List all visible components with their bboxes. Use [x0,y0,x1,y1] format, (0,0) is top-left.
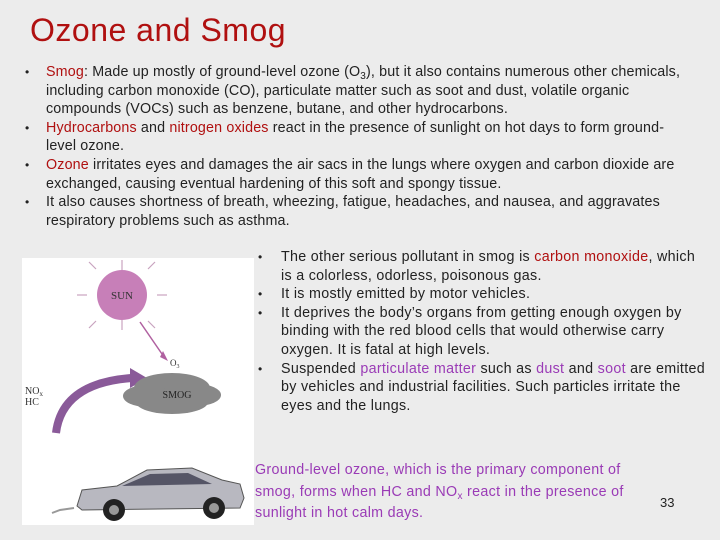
smog-formation-diagram [22,258,254,525]
text: are emitted by vehicles and industrial facilities. Such particles irritate the eyes and the lungs. [281,360,705,414]
diagram-caption [255,460,665,525]
caption-subscript: x [457,490,463,502]
right-bullet-list [258,248,708,415]
nox-subscript: x [39,390,43,398]
o3-subscript: 3 [176,364,180,370]
text: and [564,360,598,377]
text: It also causes shortness of breath, wheezing, fatigue, headaches, and nausea, and aggravates respiratory problems such as asthma. [46,194,660,229]
nox-text: NO [25,386,40,397]
text: and [136,119,170,136]
text: irritates eyes and damages the air sacs in the lungs where oxygen and carbon dioxide are exchanged, causing eventual hardening of this soft and spongy tissue. [46,156,675,192]
hc-label: HC [25,397,39,408]
bullet-smog [22,63,692,119]
emissions-arrow [56,378,132,433]
term-particulate-matter: particulate matter [360,360,477,377]
text: Made up mostly of ground-level ozone (O [88,64,361,80]
term-smog: Smog [46,64,84,80]
bullet-ozone [22,156,692,193]
term-nitrogen-oxides: nitrogen oxides [169,119,269,136]
bullet-carbon-monoxide [258,248,708,285]
diagram-illustration [22,258,254,525]
subscript: 3 [360,71,367,82]
colon: : [83,64,89,80]
term-carbon-monoxide: carbon monoxide [534,249,649,265]
bullet-particulate-matter [258,360,708,416]
term-ozone: Ozone [46,156,89,173]
term-hydrocarbons: Hydrocarbons [46,119,137,136]
term-dust: dust [536,360,565,377]
sun-label: SUN [110,290,134,302]
term-soot: soot [597,360,626,377]
caption-text: react in the presence of sunlight in hot calm days. [255,483,624,522]
text: The other serious pollutant in smog is [281,249,535,265]
o3-text: O [170,358,177,368]
bullet-deprives-oxygen [258,304,708,360]
smog-label: SMOG [162,390,192,401]
text: ), but it also contains numerous other chemicals, including carbon monoxide (CO), particulate matter such as soot and dust, volatile organic compounds (VOCs) such as benzene, butane, and other hydrocarbons. [46,64,681,118]
o3-label [170,358,180,370]
page-number: 33 [660,495,675,510]
page-title: Ozone and Smog [30,12,287,48]
sunlight-arrow [140,322,162,354]
text: such as [476,360,537,377]
text: react in the presence of sunlight on hot days to form ground-level ozone. [46,119,665,155]
bullet-motor-vehicles [258,285,708,304]
top-bullet-list [22,63,692,230]
text: It deprives the body’s organs from getting enough oxygen by binding with the red blood cells that would otherwise carry oxygen. It is fatal at high levels. [281,304,682,358]
caption-text: Ground-level ozone, which is the primary component of smog, forms when HC and NO [255,462,621,500]
bullet-shortness-of-breath [22,193,692,230]
text: , which is a colorless, odorless, poisonous gas. [281,249,696,284]
text: Suspended [281,360,361,377]
car-icon [52,468,244,521]
text: It is mostly emitted by motor vehicles. [281,286,531,303]
bullet-hydrocarbons [22,119,692,156]
